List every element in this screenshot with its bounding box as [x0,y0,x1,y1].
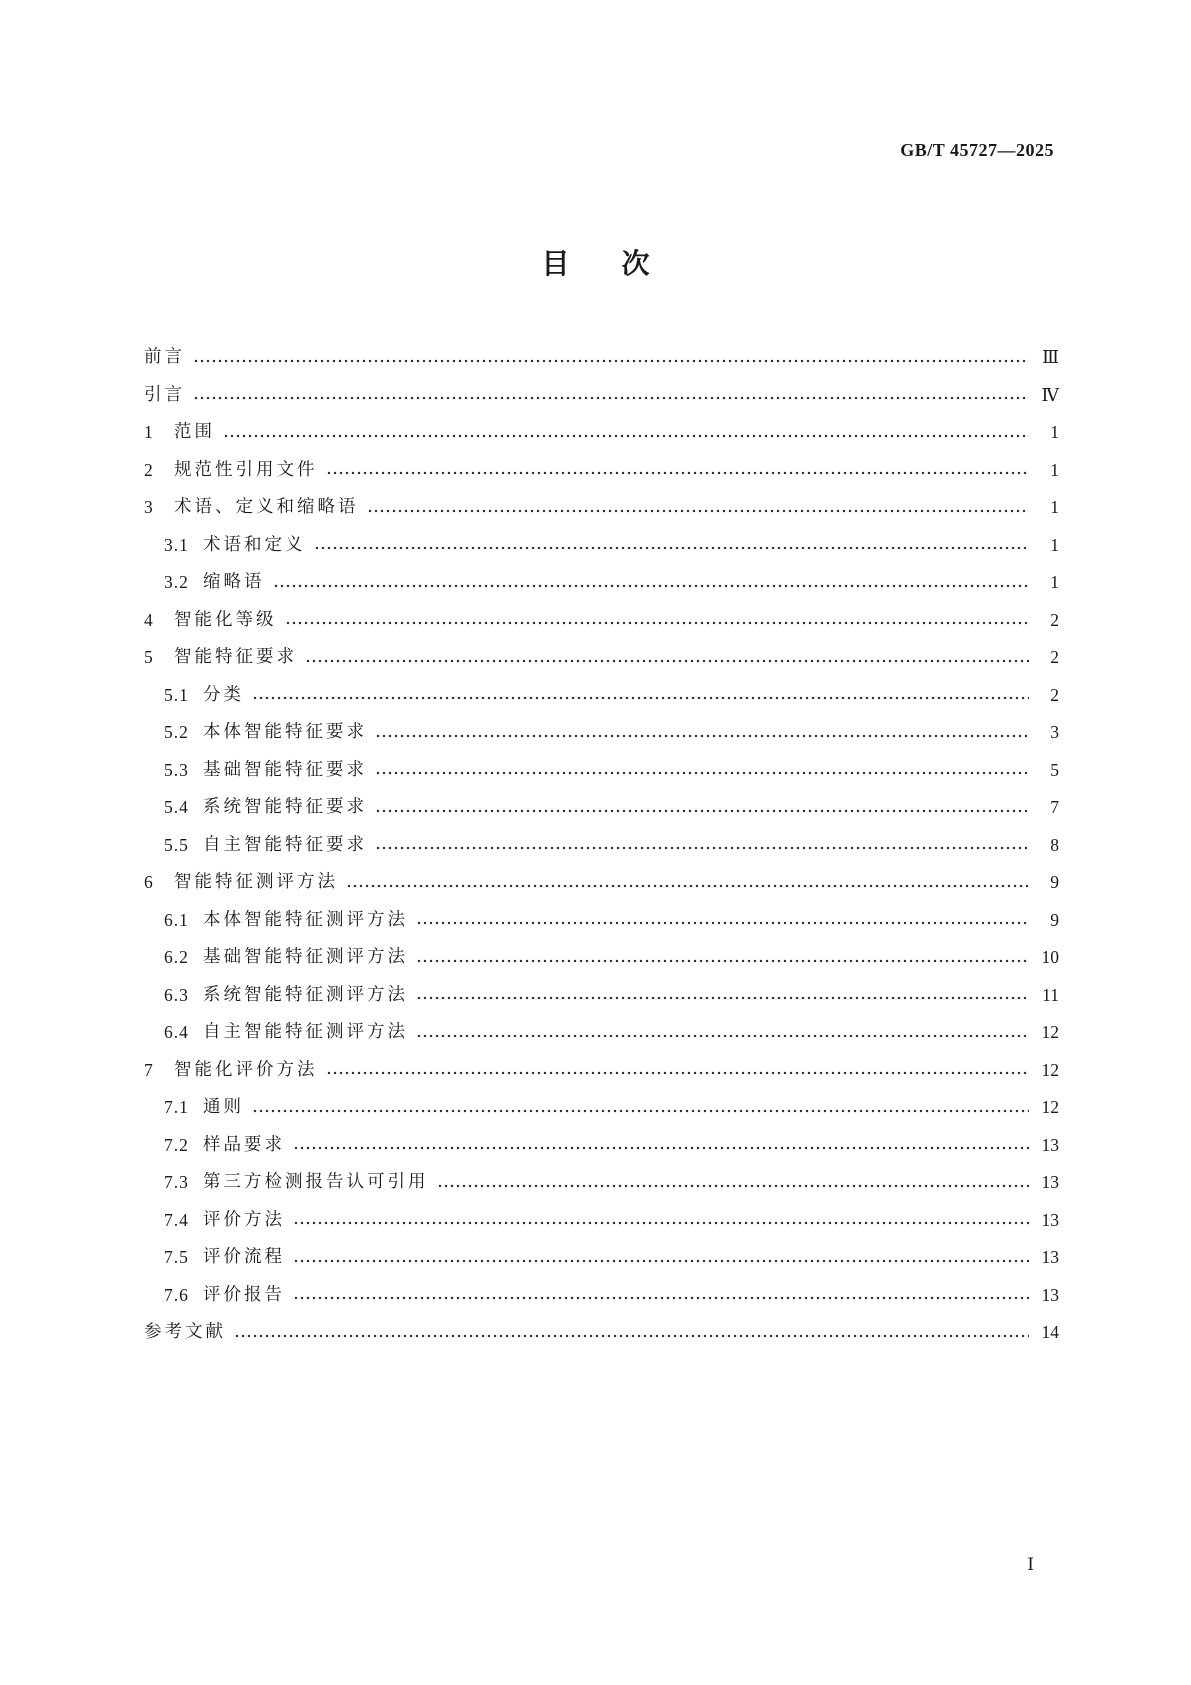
toc-entry-title: 引言 [144,384,185,405]
toc-entry-page: 5 [1050,759,1059,780]
toc-entry-title: 评价方法 [203,1209,285,1230]
dot-leader [293,1145,1029,1151]
dot-leader [273,583,1030,589]
page-title: 目次 [541,247,702,280]
toc-entry[interactable] [144,789,1059,827]
toc-entry-page: 2 [1050,609,1059,630]
toc-entry-page: 1 [1050,497,1059,517]
dot-leader [293,1220,1029,1226]
toc-entry-number: 5 [144,647,154,667]
toc-entry-page: 1 [1050,572,1059,592]
toc-entry-title: 系统智能特征测评方法 [203,984,408,1005]
toc-entry-title: 智能化评价方法 [174,1059,318,1080]
dot-leader [375,808,1029,814]
dot-leader [346,883,1029,889]
toc-entry[interactable] [144,527,1059,565]
toc-entry-title: 本体智能特征测评方法 [203,909,408,930]
toc-entry-page: 11 [1042,984,1059,1005]
dot-leader [437,1183,1030,1189]
toc-entry[interactable] [144,1014,1059,1052]
toc-entry[interactable] [144,677,1059,715]
toc-entry-title: 参考文献 [144,1322,226,1342]
toc-entry-page: 7 [1050,797,1059,817]
toc-entry-title: 通则 [203,1097,244,1117]
toc-entry-title: 自主智能特征要求 [203,834,367,855]
toc-entry-number: 6.1 [164,909,189,930]
toc-entry[interactable] [144,1164,1059,1202]
toc-entry-page: 3 [1050,722,1059,742]
toc-entry-number: 3.1 [164,534,189,555]
toc-entry-number: 7.6 [164,1284,189,1305]
toc-entry-page: Ⅲ [1042,347,1059,367]
page-folio: Ⅰ [1027,1555,1034,1574]
dot-leader [326,1070,1030,1076]
toc-entry-title: 样品要求 [203,1134,285,1155]
dot-leader [416,920,1029,926]
toc-entry-page: 2 [1050,647,1059,667]
toc-entry[interactable] [144,714,1059,752]
toc-entry-title: 第三方检测报告认可引用 [203,1172,429,1192]
toc-entry-number: 3.2 [164,572,189,592]
toc-entry[interactable] [144,1089,1059,1127]
dot-leader [252,1108,1029,1114]
toc-entry[interactable] [144,1314,1059,1352]
toc-entry[interactable] [144,1052,1059,1090]
dot-leader [293,1295,1029,1301]
toc-entry[interactable] [144,414,1059,452]
table-of-contents [144,339,1059,1352]
toc-entry-number: 5.1 [164,684,189,705]
dot-leader [375,770,1029,776]
toc-entry-number: 7.4 [164,1209,189,1230]
toc-entry-page: 13 [1041,1172,1059,1192]
toc-entry[interactable] [144,489,1059,527]
toc-entry-title: 智能特征测评方法 [174,872,338,892]
toc-entry[interactable] [144,827,1059,865]
toc-entry[interactable] [144,564,1059,602]
toc-entry-page: 1 [1050,422,1059,442]
toc-entry-page: 13 [1041,1247,1059,1267]
toc-entry-title: 评价报告 [203,1284,285,1305]
toc-entry-number: 7 [144,1059,154,1080]
toc-entry-number: 4 [144,609,154,630]
toc-entry-page: 12 [1041,1022,1059,1042]
toc-entry-page: 12 [1041,1097,1059,1117]
dot-leader [314,545,1030,551]
toc-entry-title: 规范性引用文件 [174,459,318,480]
toc-entry[interactable] [144,939,1059,977]
toc-entry-number: 5.5 [164,834,189,855]
toc-entry[interactable] [144,1277,1059,1315]
toc-entry[interactable] [144,1202,1059,1240]
toc-entry[interactable] [144,339,1059,377]
toc-entry-title: 智能化等级 [174,609,277,630]
toc-entry-page: 13 [1041,1209,1059,1230]
toc-entry-title: 自主智能特征测评方法 [203,1022,408,1042]
toc-entry[interactable] [144,977,1059,1015]
toc-entry-number: 7.1 [164,1097,189,1117]
toc-entry-page: 8 [1050,834,1059,855]
toc-entry-title: 前言 [144,347,185,367]
toc-entry-number: 2 [144,459,154,480]
dot-leader [293,1258,1029,1264]
toc-entry[interactable] [144,902,1059,940]
dot-leader [416,995,1029,1001]
dot-leader [285,620,1030,626]
dot-leader [223,433,1029,439]
toc-entry-number: 5.4 [164,797,189,817]
toc-entry-number: 3 [144,497,154,517]
toc-entry[interactable] [144,452,1059,490]
toc-entry[interactable] [144,1127,1059,1165]
toc-entry[interactable] [144,639,1059,677]
toc-entry-title: 系统智能特征要求 [203,797,367,817]
dot-leader [375,733,1029,739]
toc-entry-number: 7.3 [164,1172,189,1192]
toc-entry-number: 5.3 [164,759,189,780]
dot-leader [375,845,1029,851]
toc-entry-page: 2 [1050,684,1059,705]
toc-entry-title: 范围 [174,422,215,442]
toc-entry-page: 1 [1050,534,1059,555]
dot-leader [367,508,1030,514]
dot-leader [416,958,1029,964]
toc-entry-page: 9 [1050,909,1059,930]
toc-entry-number: 5.2 [164,722,189,742]
toc-entry-title: 本体智能特征要求 [203,722,367,742]
toc-entry[interactable] [144,602,1059,640]
toc-entry-title: 智能特征要求 [174,647,297,667]
dot-leader [234,1333,1029,1339]
toc-entry-number: 7.5 [164,1247,189,1267]
toc-entry-number: 6 [144,872,154,892]
toc-entry-page: 13 [1041,1284,1059,1305]
toc-entry-page: 13 [1041,1134,1059,1155]
toc-entry-page: Ⅳ [1041,384,1059,405]
toc-entry[interactable] [144,752,1059,790]
toc-entry-page: 9 [1050,872,1059,892]
dot-leader [326,470,1030,476]
toc-entry-number: 6.2 [164,947,189,967]
toc-entry-title: 基础智能特征测评方法 [203,947,408,967]
toc-entry-title: 分类 [203,684,244,705]
toc-entry-page: 12 [1041,1059,1059,1080]
dot-leader [252,695,1029,701]
toc-entry-title: 术语和定义 [203,534,306,555]
standard-number: GB/T 45727—2025 [900,140,1054,160]
toc-entry-number: 7.2 [164,1134,189,1155]
toc-entry-page: 1 [1050,459,1059,480]
toc-entry-number: 1 [144,422,154,442]
toc-entry[interactable] [144,1239,1059,1277]
toc-entry[interactable] [144,377,1059,415]
dot-leader [193,395,1029,401]
dot-leader [193,358,1029,364]
toc-entry-number: 6.3 [164,984,189,1005]
toc-entry-title: 基础智能特征要求 [203,759,367,780]
toc-entry-page: 14 [1041,1322,1059,1342]
toc-entry-title: 术语、定义和缩略语 [174,497,359,517]
dot-leader [305,658,1029,664]
dot-leader [416,1033,1029,1039]
toc-entry-number: 6.4 [164,1022,189,1042]
toc-entry[interactable] [144,864,1059,902]
toc-entry-page: 10 [1041,947,1059,967]
toc-entry-title: 评价流程 [203,1247,285,1267]
toc-entry-title: 缩略语 [203,572,265,592]
